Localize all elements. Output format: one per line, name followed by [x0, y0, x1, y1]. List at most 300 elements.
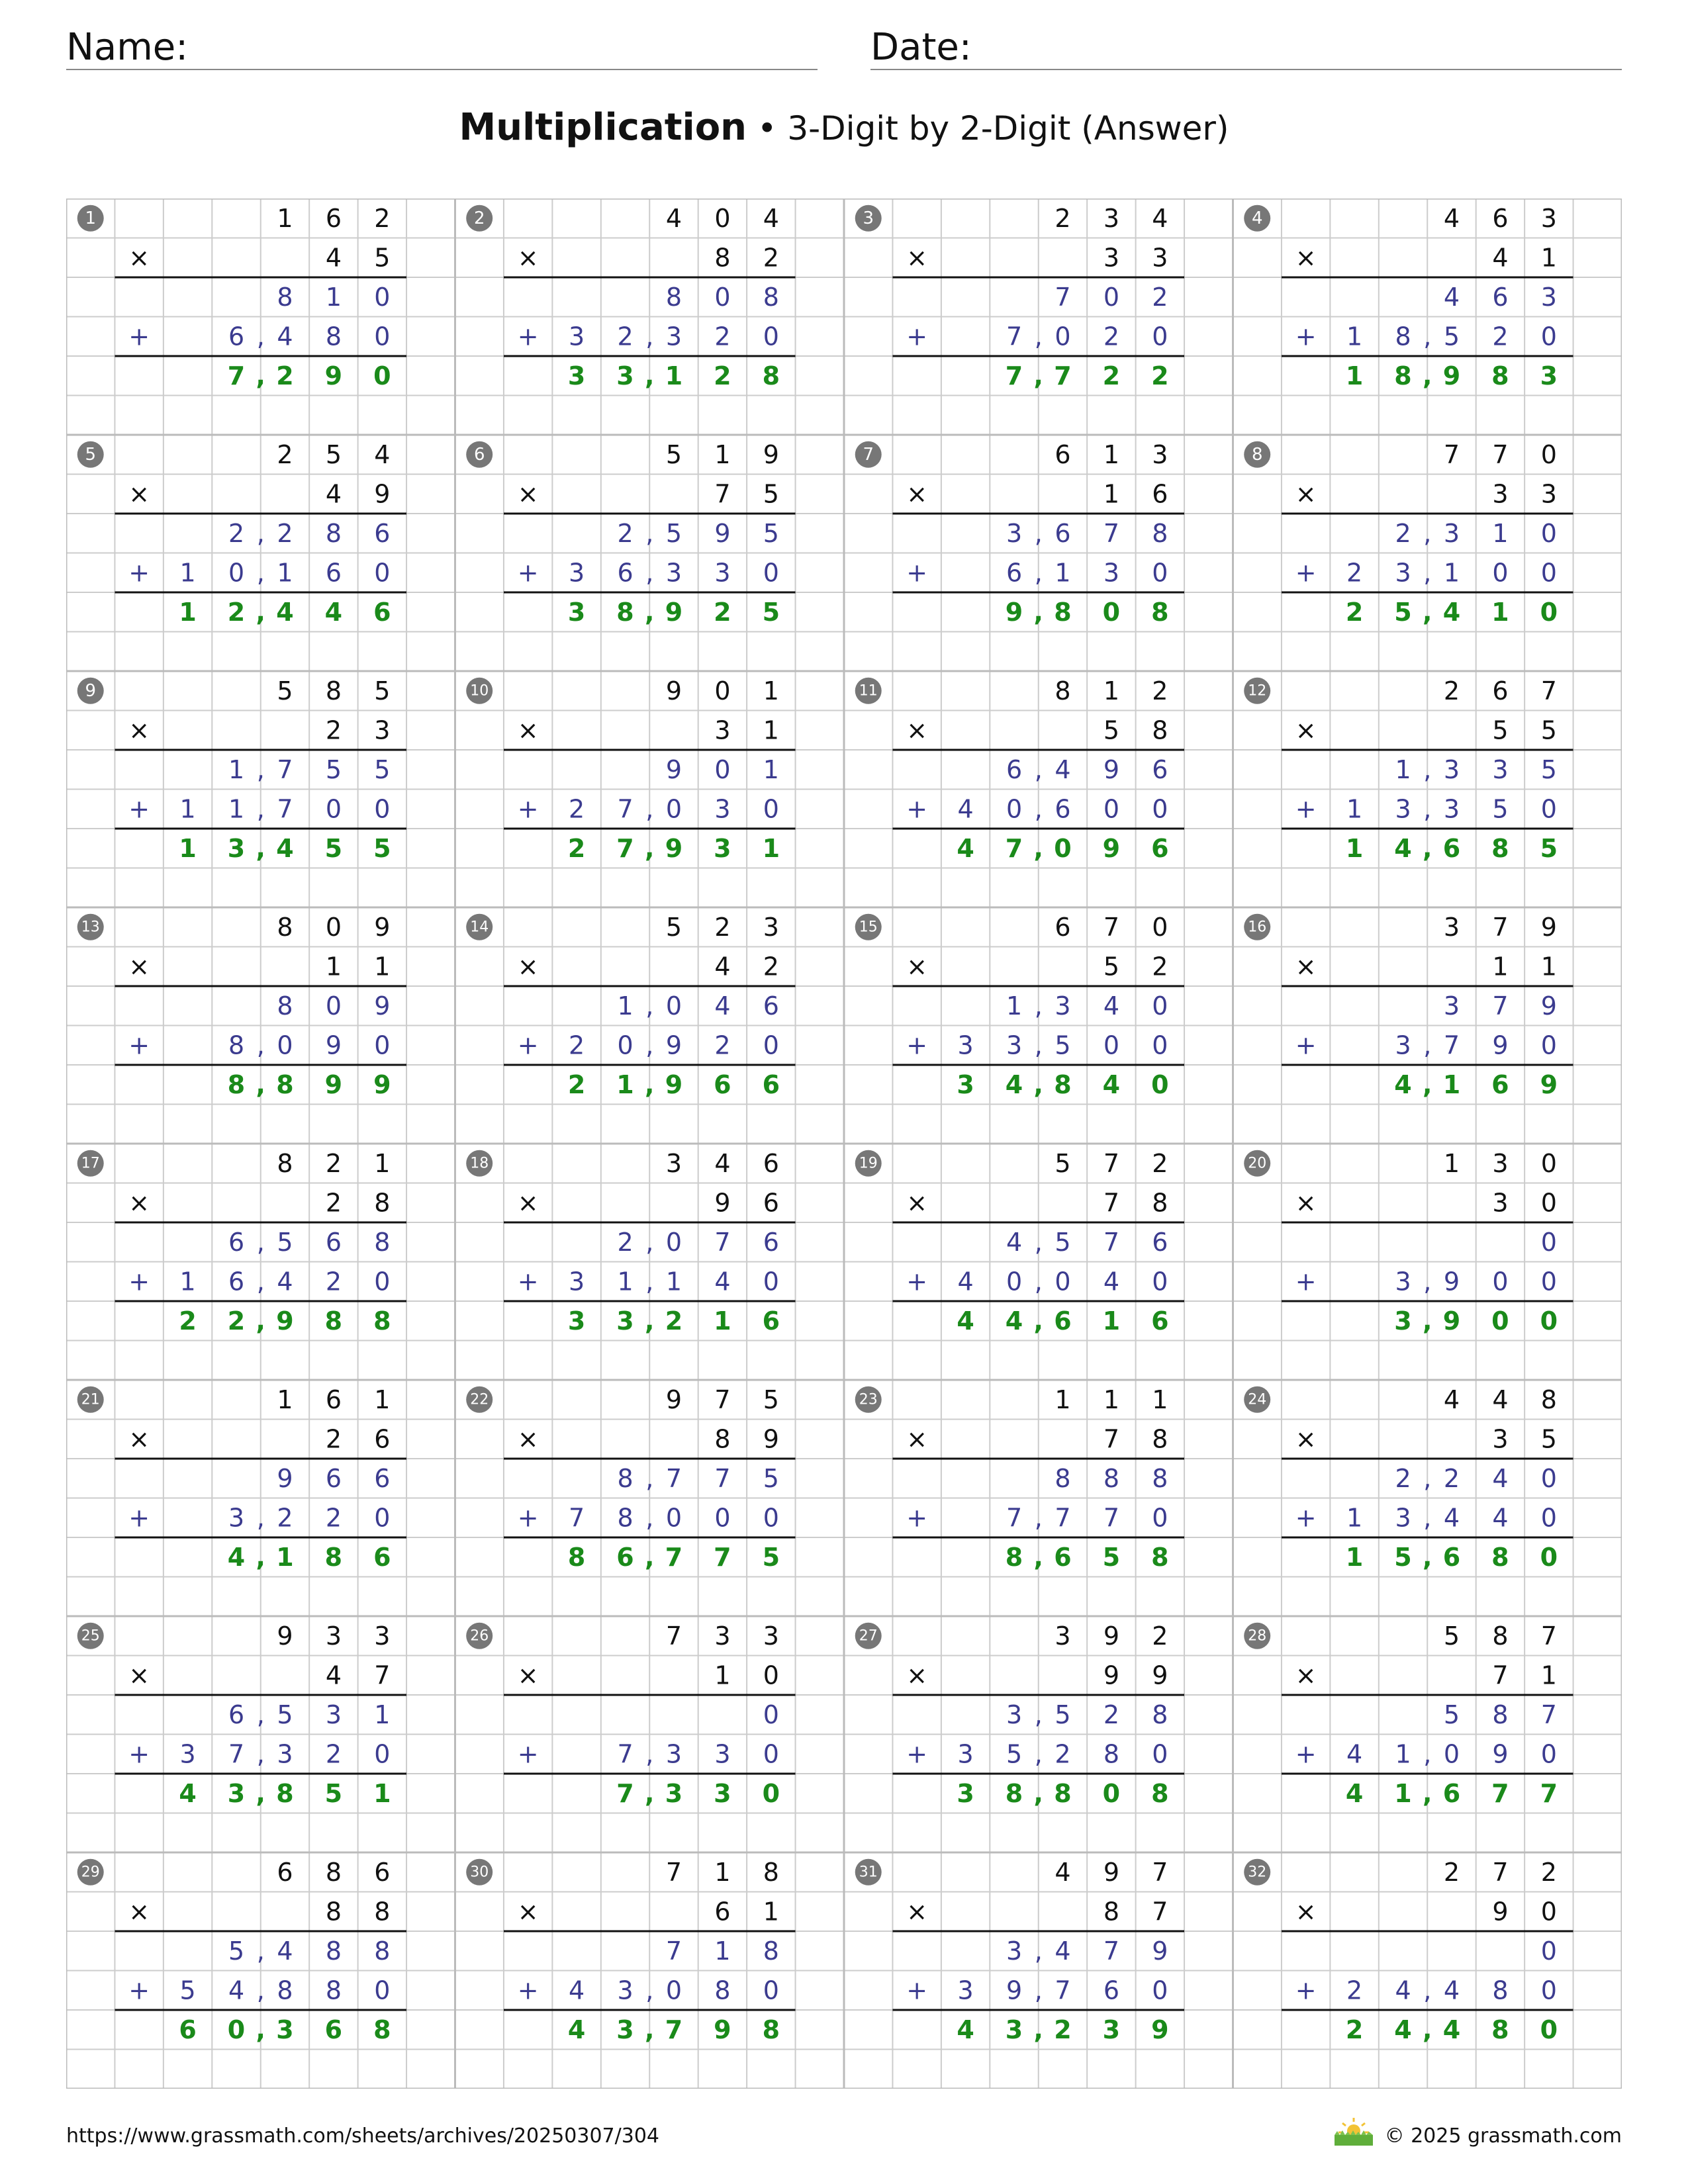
answer-digit: 6 — [1151, 833, 1169, 863]
multiplicand-digit: 8 — [1540, 1385, 1557, 1414]
multiplicand — [1055, 1621, 1168, 1651]
partial-product-1-digit: 1 — [617, 991, 633, 1021]
multiplier-digit: 8 — [1152, 715, 1168, 745]
plus-sign: + — [1295, 322, 1317, 351]
problem-number: 13 — [81, 919, 100, 936]
partial-product-2 — [180, 1976, 391, 2005]
partial-product-2 — [569, 794, 779, 823]
problem-11 — [855, 676, 1184, 863]
partial-product-2-digit: 2 — [569, 794, 585, 824]
partial-product-2-digit: 4 — [228, 1976, 245, 2005]
multiplicand-digit: 3 — [763, 1621, 779, 1651]
problem-number: 26 — [470, 1627, 489, 1645]
partial-product-2-comma: , — [256, 1976, 265, 2005]
answer-digit: 6 — [1442, 1542, 1461, 1572]
problem-25 — [77, 1621, 406, 1808]
partial-product-2-digit: 1 — [1346, 794, 1363, 824]
problem-number: 4 — [1251, 208, 1263, 228]
multiplicand-digit: 7 — [1492, 912, 1509, 942]
partial-product-1-digit: 9 — [1152, 1936, 1168, 1966]
answer-comma: , — [1423, 361, 1432, 390]
problem-number: 3 — [863, 208, 874, 228]
plus-sign: + — [517, 1030, 539, 1060]
answer-digit: 3 — [616, 2015, 634, 2044]
multiplier-digit: 5 — [763, 479, 779, 509]
partial-product-1-digit: 5 — [277, 1700, 293, 1729]
partial-product-2-digit: 0 — [763, 558, 779, 588]
answer — [1346, 1779, 1558, 1808]
answer-comma: , — [256, 1542, 265, 1572]
multiplier-digit: 3 — [1152, 243, 1168, 273]
plus-sign: + — [906, 1267, 928, 1297]
partial-product-2-comma: , — [645, 1739, 654, 1769]
partial-product-1-digit: 6 — [1152, 754, 1168, 784]
partial-product-2-digit: 0 — [1006, 1267, 1023, 1297]
answer — [957, 1070, 1168, 1099]
partial-product-1-digit: 8 — [1492, 1700, 1509, 1729]
partial-product-2-digit: 6 — [1055, 794, 1071, 824]
partial-product-1-digit: 2 — [617, 518, 633, 548]
partial-product-2-digit: 3 — [228, 1503, 245, 1533]
multiplier-digit: 3 — [1492, 479, 1509, 509]
problem-number: 17 — [81, 1155, 100, 1172]
problem-21 — [77, 1385, 406, 1572]
partial-product-2-digit: 9 — [1492, 1030, 1509, 1060]
partial-product-1-digit: 9 — [665, 754, 682, 784]
answer-digit: 5 — [373, 833, 391, 863]
partial-product-2-comma: , — [1034, 1030, 1043, 1060]
multiplicand-digit: 3 — [1492, 1148, 1509, 1178]
partial-product-2-digit: 4 — [714, 1267, 731, 1297]
partial-product-2-comma: , — [1034, 1739, 1043, 1769]
problem-16 — [1244, 913, 1573, 1099]
multiplicand-digit: 6 — [325, 1385, 342, 1414]
answer-digit: 0 — [1054, 833, 1072, 863]
plus-sign: + — [517, 558, 539, 588]
times-sign: × — [1295, 1424, 1317, 1454]
plus-sign: + — [128, 1267, 150, 1297]
answer-digit: 4 — [957, 1306, 974, 1336]
partial-product-2-comma: , — [645, 322, 654, 351]
multiplicand-digit: 8 — [1055, 676, 1071, 705]
answer-digit: 0 — [227, 2015, 246, 2044]
answer — [1346, 834, 1558, 863]
partial-product-2-digit: 3 — [1395, 558, 1411, 588]
answer-digit: 1 — [1345, 1542, 1364, 1572]
times-sign: × — [906, 952, 928, 981]
multiplicand-digit: 7 — [1492, 439, 1509, 469]
answer-digit: 6 — [1491, 1069, 1509, 1099]
multiplicand — [666, 1621, 779, 1651]
answer-digit: 3 — [276, 2015, 294, 2044]
times-sign: × — [517, 1897, 539, 1927]
answer-digit: 8 — [1054, 1069, 1072, 1099]
answer-digit: 8 — [1054, 597, 1072, 627]
problem-22 — [466, 1385, 795, 1572]
multiplicand-digit: 1 — [1152, 1385, 1168, 1414]
multiplicand-digit: 6 — [763, 1148, 779, 1178]
answer-digit: 5 — [1102, 1542, 1121, 1572]
answer-comma: , — [645, 361, 655, 390]
multiplicand-digit: 9 — [763, 439, 779, 469]
answer-digit: 2 — [567, 1069, 586, 1099]
answer-digit: 0 — [762, 1778, 780, 1808]
multiplicand-digit: 5 — [665, 439, 682, 469]
multiplicand-digit: 8 — [1492, 1621, 1509, 1651]
partial-product-1-digit: 8 — [1055, 1463, 1071, 1493]
partial-product-2-comma: , — [1034, 1976, 1043, 2005]
answer-digit: 8 — [373, 1306, 391, 1336]
multiplicand — [666, 204, 779, 233]
multiplicand-digit: 6 — [277, 1857, 293, 1887]
partial-product-2-digit: 8 — [617, 1503, 633, 1533]
multiplicand-digit: 6 — [1492, 203, 1509, 233]
partial-product-2-digit: 8 — [1395, 322, 1411, 351]
multiplicand-digit: 1 — [1103, 1385, 1119, 1414]
multiplicand-digit: 1 — [374, 1148, 391, 1178]
partial-product-2-comma: , — [256, 1267, 265, 1297]
partial-product-2-digit: 6 — [325, 558, 342, 588]
answer-digit: 2 — [1151, 361, 1169, 390]
multiplicand-digit: 5 — [763, 1385, 779, 1414]
answer-digit: 6 — [373, 1542, 391, 1572]
answer-digit: 4 — [276, 833, 294, 863]
partial-product-2-digit: 0 — [665, 1976, 682, 2005]
times-sign: × — [906, 1897, 928, 1927]
name-label: Name: — [66, 26, 189, 69]
partial-product-2-digit: 0 — [374, 1030, 391, 1060]
partial-product-2-digit: 9 — [325, 1030, 342, 1060]
problem-24 — [1244, 1385, 1573, 1572]
partial-product-1-digit: 8 — [374, 1227, 391, 1257]
answer-digit: 8 — [762, 2015, 780, 2044]
partial-product-2-digit: 0 — [763, 322, 779, 351]
partial-product-1-comma: , — [256, 1227, 265, 1257]
partial-product-2-comma: , — [645, 1030, 654, 1060]
partial-product-2-digit: 1 — [228, 794, 245, 824]
partial-product-2-digit: 0 — [763, 1030, 779, 1060]
partial-product-1-digit: 0 — [1540, 1463, 1557, 1493]
partial-product-1-comma: , — [1034, 1936, 1043, 1966]
multiplier-digit: 7 — [374, 1661, 391, 1690]
answer-digit: 8 — [324, 1306, 343, 1336]
problem-number: 22 — [470, 1391, 489, 1408]
partial-product-2-digit: 7 — [617, 794, 633, 824]
answer — [957, 1306, 1168, 1336]
answer-digit: 1 — [179, 833, 197, 863]
multiplier-digit: 9 — [714, 1188, 731, 1218]
multiplicand — [666, 1149, 779, 1178]
partial-product-2-digit: 0 — [374, 1739, 391, 1769]
answer-digit: 3 — [1394, 1306, 1412, 1336]
answer-digit: 1 — [1345, 361, 1364, 390]
partial-product-1 — [666, 283, 779, 312]
times-sign: × — [517, 1188, 539, 1218]
answer-digit: 2 — [714, 361, 731, 390]
partial-product-2 — [180, 558, 391, 587]
partial-product-2-digit: 0 — [374, 322, 391, 351]
multiplier-digit: 7 — [1152, 1897, 1168, 1927]
multiplier-digit: 1 — [763, 1897, 779, 1927]
partial-product-2-digit: 7 — [1443, 1030, 1460, 1060]
partial-product-2 — [569, 1030, 779, 1060]
answer-digit: 8 — [373, 2015, 391, 2044]
partial-product-2-digit: 0 — [665, 794, 682, 824]
answer-digit: 7 — [1054, 361, 1072, 390]
problem-number: 9 — [85, 680, 96, 701]
partial-product-2-digit: 3 — [1006, 1030, 1023, 1060]
multiplicand-digit: 4 — [763, 203, 779, 233]
answer-comma: , — [1423, 833, 1432, 863]
answer-digit: 7 — [665, 1542, 683, 1572]
partial-product-2-digit: 1 — [179, 558, 196, 588]
partial-product-1 — [277, 991, 390, 1021]
partial-product-2-digit: 9 — [1492, 1739, 1509, 1769]
multiplicand — [1444, 204, 1557, 233]
multiplicand-digit: 1 — [714, 439, 731, 469]
partial-product-1-digit: 8 — [374, 1936, 391, 1966]
multiplicand-digit: 6 — [1055, 912, 1071, 942]
multiplicand-digit: 2 — [374, 203, 391, 233]
answer-digit: 3 — [714, 1778, 731, 1808]
partial-product-2 — [569, 322, 779, 351]
multiplicand — [1055, 913, 1168, 942]
partial-product-1-digit: 8 — [1152, 1700, 1168, 1729]
partial-product-2-digit: 0 — [1152, 1503, 1168, 1533]
partial-product-1-comma: , — [645, 518, 654, 548]
answer-digit: 9 — [1102, 833, 1121, 863]
partial-product-1-digit: 0 — [1540, 1936, 1557, 1966]
answer-digit: 8 — [1491, 833, 1509, 863]
multiplier-digit: 1 — [1540, 952, 1557, 981]
partial-product-2-digit: 0 — [374, 1976, 391, 2005]
partial-product-2-comma: , — [256, 1739, 265, 1769]
multiplier-digit: 8 — [374, 1188, 391, 1218]
partial-product-2-digit: 1 — [1346, 322, 1363, 351]
partial-product-1-digit: 7 — [665, 1463, 682, 1493]
answer-digit: 9 — [665, 833, 683, 863]
partial-product-2-comma: , — [256, 558, 265, 588]
answer-digit: 4 — [1442, 2015, 1461, 2044]
answer-digit: 3 — [1102, 2015, 1121, 2044]
multiplier-digit: 1 — [325, 952, 342, 981]
answer-digit: 8 — [1491, 361, 1509, 390]
problem-number: 16 — [1248, 919, 1267, 936]
answer-digit: 0 — [1151, 1069, 1169, 1099]
multiplicand-digit: 0 — [714, 203, 731, 233]
answer-digit: 4 — [179, 1778, 197, 1808]
multiplicand-digit: 2 — [1152, 676, 1168, 705]
times-sign: × — [128, 1661, 150, 1690]
plus-sign: + — [1295, 1739, 1317, 1769]
multiplicand — [1055, 676, 1168, 705]
answer — [1346, 361, 1558, 390]
date-line — [870, 69, 1622, 70]
partial-product-2-digit: 3 — [617, 1976, 633, 2005]
multiplicand-digit: 0 — [1540, 1148, 1557, 1178]
partial-product-1-digit: 4 — [1006, 1227, 1023, 1257]
answer-digit: 0 — [1540, 1306, 1558, 1336]
answer-digit: 6 — [1054, 1306, 1072, 1336]
times-sign: × — [128, 479, 150, 509]
partial-product-2-digit: 1 — [665, 1267, 682, 1297]
partial-product-1-comma: , — [645, 1227, 654, 1257]
multiplicand — [277, 1385, 390, 1414]
partial-product-2-digit: 7 — [1006, 322, 1023, 351]
problem-number: 8 — [1251, 444, 1263, 465]
multiplier-digit: 1 — [1540, 243, 1557, 273]
answer-comma: , — [1033, 1069, 1043, 1099]
partial-product-1-digit: 8 — [1152, 518, 1168, 548]
partial-product-2-digit: 0 — [1540, 794, 1557, 824]
multiplier-digit: 8 — [1152, 1188, 1168, 1218]
multiplicand-digit: 5 — [1055, 1148, 1071, 1178]
answer-digit: 3 — [714, 833, 731, 863]
plus-sign: + — [906, 322, 928, 351]
title-main: Multiplication — [459, 106, 747, 149]
problem-number: 18 — [470, 1155, 489, 1172]
partial-product-2-digit: 3 — [1395, 1030, 1411, 1060]
multiplier-digit: 1 — [1103, 479, 1119, 509]
answer-digit: 2 — [227, 597, 246, 627]
partial-product-1-digit: 5 — [1443, 1700, 1460, 1729]
answer-digit: 1 — [1491, 597, 1509, 627]
partial-product-1 — [763, 1700, 779, 1729]
answer — [568, 1070, 780, 1099]
answer-digit: 7 — [1005, 361, 1023, 390]
multiplicand-digit: 7 — [714, 1385, 731, 1414]
answer — [1346, 598, 1558, 627]
partial-product-1-digit: 2 — [1103, 1700, 1119, 1729]
partial-product-2-digit: 0 — [763, 1267, 779, 1297]
multiplicand-digit: 3 — [1540, 203, 1557, 233]
multiplicand — [277, 676, 390, 705]
partial-product-2 — [180, 794, 391, 823]
partial-product-2-digit: 0 — [1540, 1030, 1557, 1060]
problem-26 — [466, 1621, 795, 1808]
answer-comma: , — [1423, 1069, 1432, 1099]
plus-sign: + — [128, 1030, 150, 1060]
times-sign: × — [1295, 952, 1317, 981]
answer-digit: 3 — [957, 1069, 974, 1099]
partial-product-1-digit: 8 — [1152, 1463, 1168, 1493]
problem-number: 21 — [81, 1391, 100, 1408]
answer-digit: 6 — [762, 1069, 780, 1099]
partial-product-2-digit: 8 — [228, 1030, 245, 1060]
partial-product-1-digit: 4 — [1055, 754, 1071, 784]
partial-product-1-digit: 7 — [1103, 1227, 1119, 1257]
times-sign: × — [1295, 715, 1317, 745]
partial-product-1-comma: , — [256, 1700, 265, 1729]
partial-product-2-comma: , — [645, 1503, 654, 1533]
partial-product-2-digit: 6 — [617, 558, 633, 588]
partial-product-2-digit: 0 — [1103, 794, 1119, 824]
partial-product-2-digit: 8 — [325, 1976, 342, 2005]
partial-product-1-digit: 3 — [325, 1700, 342, 1729]
partial-product-1-digit: 3 — [1006, 518, 1023, 548]
answer-digit: 1 — [276, 1542, 294, 1572]
partial-product-1-digit: 4 — [277, 1936, 293, 1966]
partial-product-1-digit: 8 — [325, 1936, 342, 1966]
partial-product-1-digit: 0 — [1540, 1227, 1557, 1257]
partial-product-2-comma: , — [1423, 1739, 1432, 1769]
problem-23 — [855, 1385, 1184, 1572]
multiplier-digit: 9 — [1152, 1661, 1168, 1690]
partial-product-1-comma: , — [1423, 1463, 1432, 1493]
multiplicand-digit: 9 — [665, 1385, 682, 1414]
answer-digit: 6 — [324, 2015, 343, 2044]
problem-1 — [77, 204, 406, 390]
multiplicand-digit: 2 — [714, 912, 731, 942]
partial-product-2-digit: 0 — [1152, 794, 1168, 824]
times-sign: × — [517, 479, 539, 509]
answer-digit: 2 — [227, 1306, 246, 1336]
partial-product-1-digit: 7 — [1103, 1936, 1119, 1966]
partial-product-2-digit: 0 — [1540, 1503, 1557, 1533]
partial-product-2-digit: 0 — [665, 1503, 682, 1533]
partial-product-1-digit: 2 — [1395, 1463, 1411, 1493]
multiplier-digit: 2 — [763, 243, 779, 273]
partial-product-1-digit: 3 — [1006, 1936, 1023, 1966]
partial-product-1-digit: 9 — [1540, 991, 1557, 1021]
partial-product-1 — [666, 755, 779, 784]
partial-product-2-digit: 3 — [1395, 1267, 1411, 1297]
partial-product-2-comma: , — [1034, 558, 1043, 588]
partial-product-2-digit: 0 — [714, 1503, 731, 1533]
partial-product-2-digit: 2 — [325, 1503, 342, 1533]
answer-digit: 3 — [1540, 361, 1558, 390]
partial-product-1-digit: 2 — [1395, 518, 1411, 548]
problem-3 — [855, 204, 1184, 390]
partial-product-2-digit: 4 — [1443, 1503, 1460, 1533]
answer-digit: 6 — [762, 1306, 780, 1336]
partial-product-1-digit: 7 — [665, 1936, 682, 1966]
multiplicand-digit: 4 — [1443, 203, 1460, 233]
partial-product-2-digit: 2 — [714, 1030, 731, 1060]
multiplicand-digit: 1 — [1103, 676, 1119, 705]
problem-29 — [77, 1858, 406, 2044]
partial-product-2-digit: 5 — [1055, 1030, 1071, 1060]
answer-digit: 8 — [324, 1542, 343, 1572]
multiplier-digit: 7 — [1103, 1188, 1119, 1218]
partial-product-2-digit: 2 — [569, 1030, 585, 1060]
partial-product-2-digit: 2 — [617, 322, 633, 351]
partial-product-2-comma: , — [1423, 1030, 1432, 1060]
problem-8 — [1244, 440, 1573, 627]
partial-product-1 — [666, 1936, 779, 1966]
multiplier-digit: 9 — [763, 1424, 779, 1454]
partial-product-2-comma: , — [1034, 1503, 1043, 1533]
answer — [957, 2015, 1168, 2044]
problem-number: 32 — [1248, 1864, 1267, 1881]
answer-digit: 3 — [567, 1306, 586, 1336]
partial-product-1-digit: 2 — [1443, 1463, 1460, 1493]
partial-product-2-digit: 0 — [228, 558, 245, 588]
partial-product-1-comma: , — [645, 1463, 654, 1493]
multiplicand — [1444, 913, 1557, 942]
block-separators — [66, 199, 1622, 2089]
partial-product-1-digit: 7 — [714, 1463, 731, 1493]
answer-digit: 3 — [567, 361, 586, 390]
partial-product-1 — [1541, 1936, 1557, 1966]
partial-product-2-digit: 4 — [1443, 1976, 1460, 2005]
partial-product-2-digit: 3 — [665, 322, 682, 351]
multiplicand-digit: 7 — [1443, 439, 1460, 469]
partial-product-2-digit: 0 — [1492, 558, 1509, 588]
partial-product-2-digit: 2 — [1346, 1976, 1363, 2005]
partial-product-2-digit: 3 — [1395, 794, 1411, 824]
problem-number: 24 — [1248, 1391, 1267, 1408]
